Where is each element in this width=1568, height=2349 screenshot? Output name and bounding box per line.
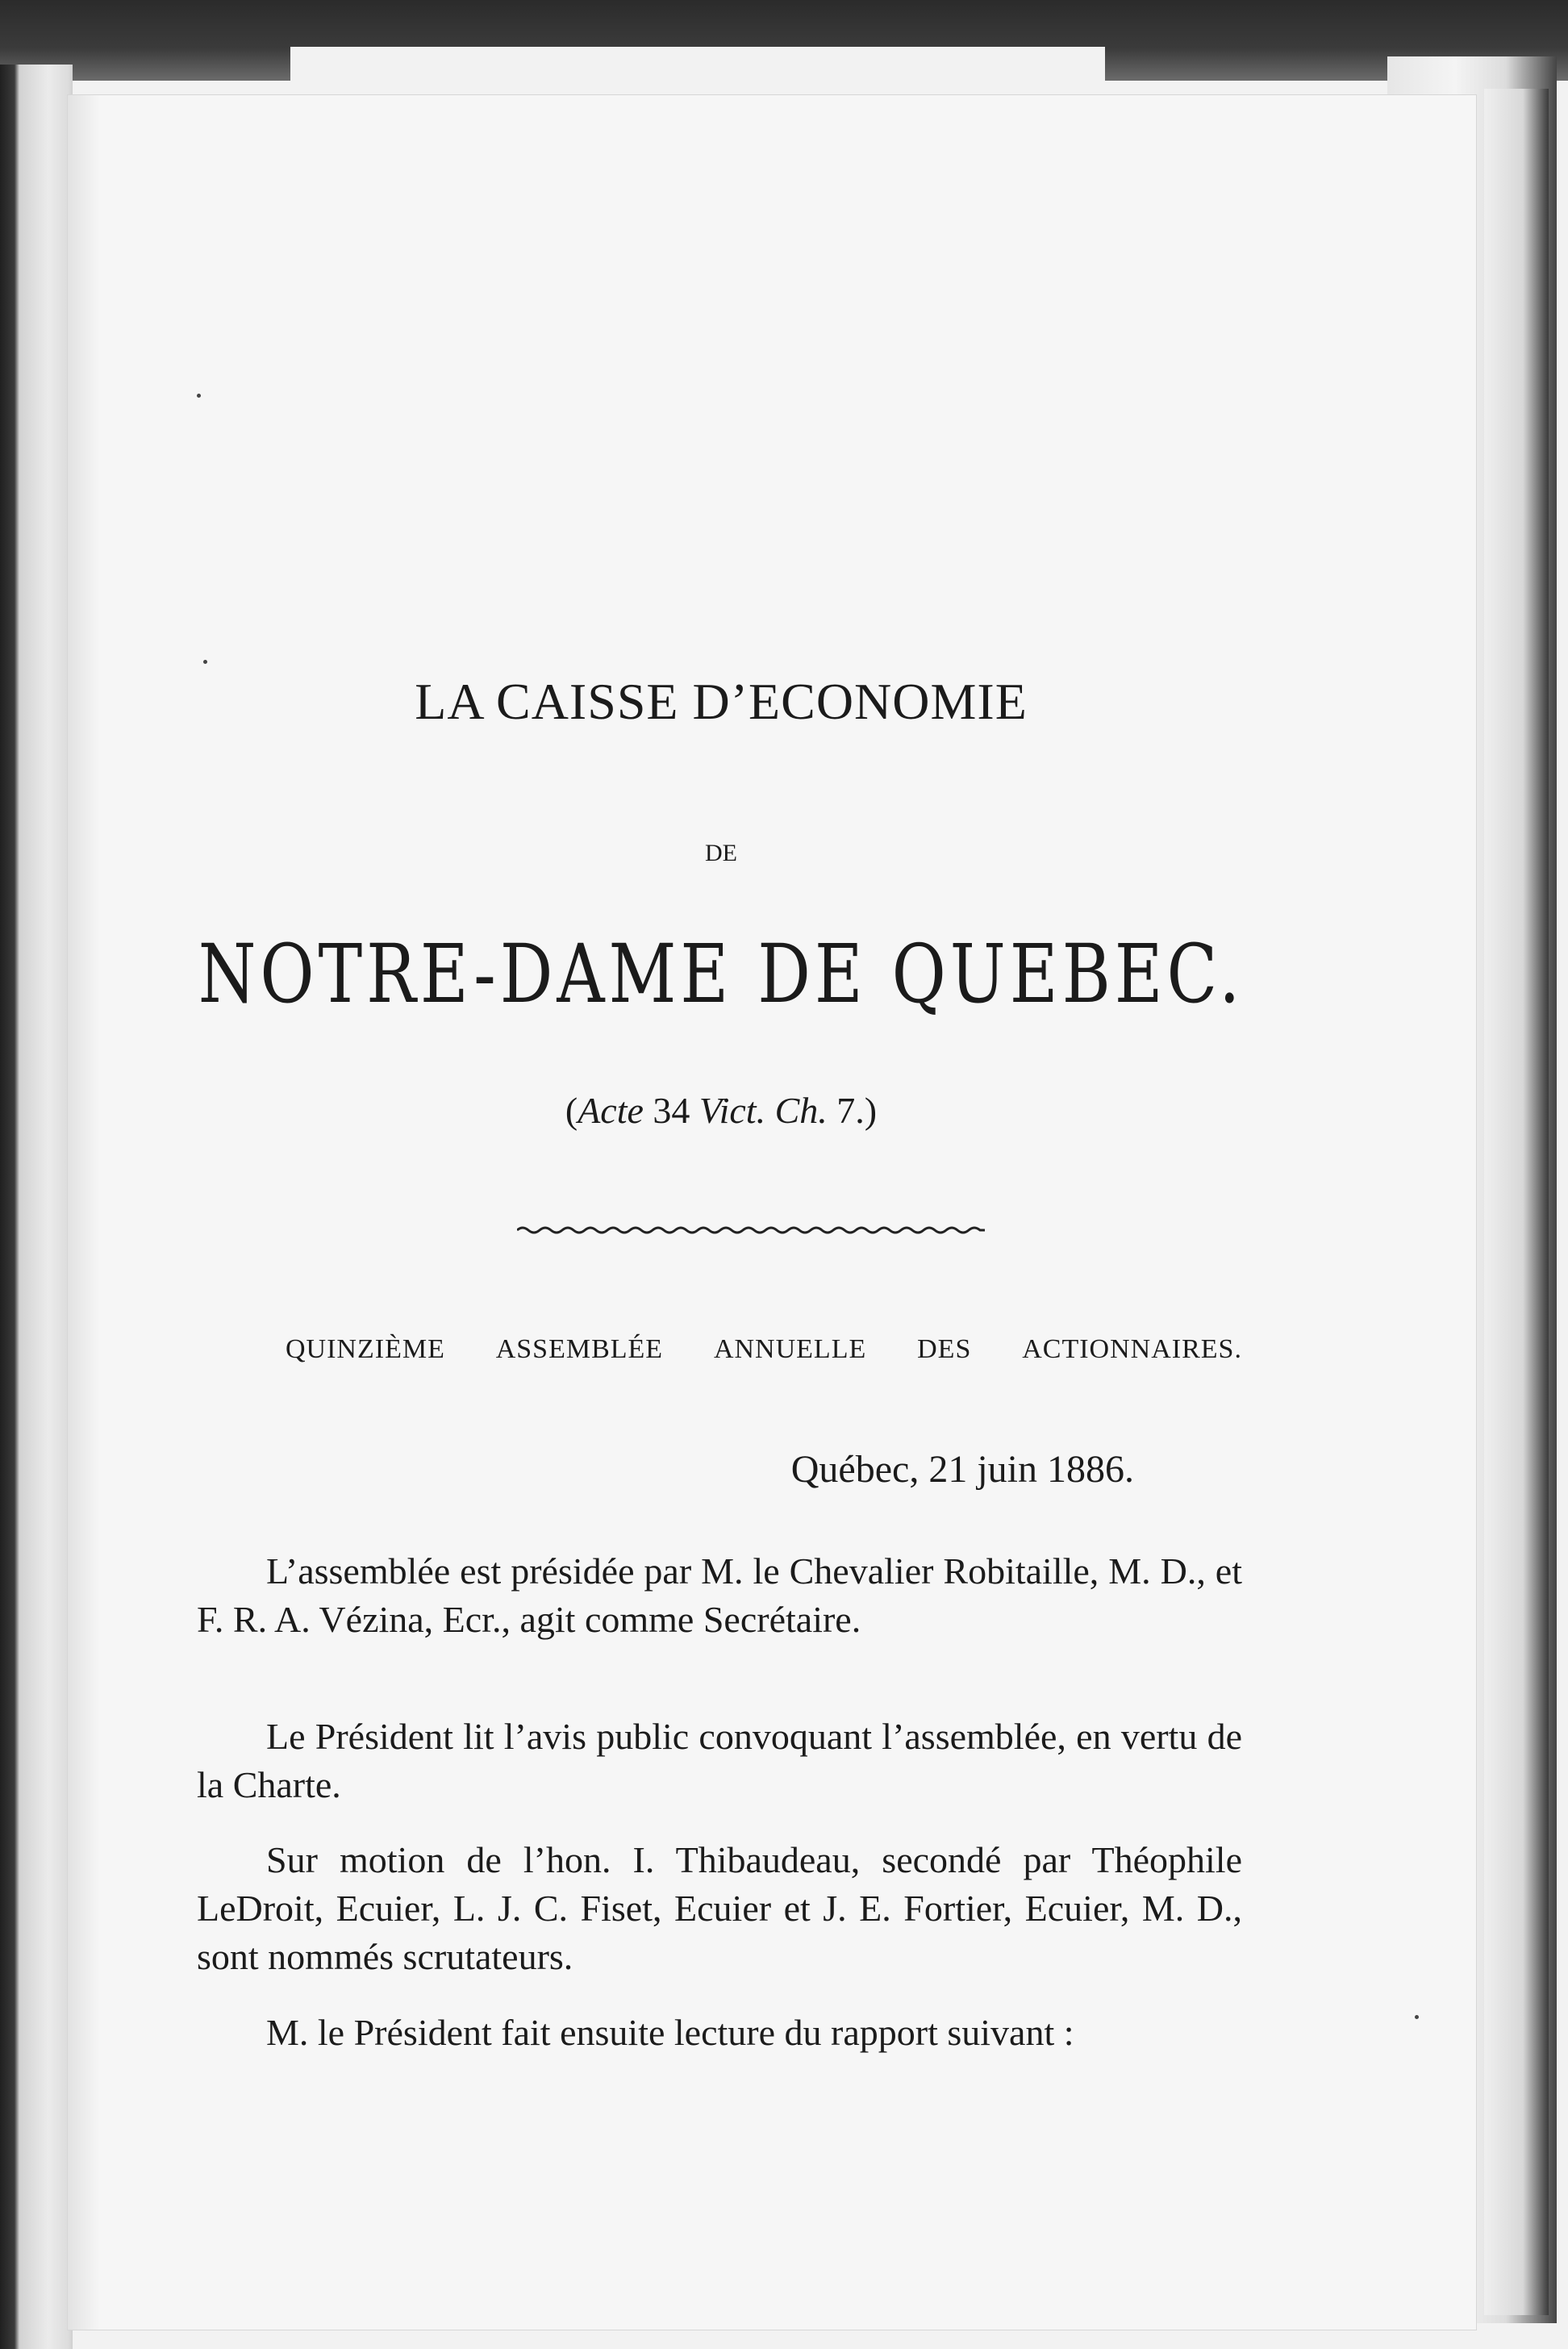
page-content (68, 95, 1476, 2330)
ornamental-rule (517, 1223, 985, 1237)
act-number: 34 (643, 1090, 699, 1131)
heading-word: DES (917, 1334, 972, 1364)
title-line-2: NOTRE-DAME DE QUEBEC. (198, 927, 1245, 1021)
title-connector: DE (705, 840, 737, 866)
act-space (765, 1090, 775, 1131)
heading-word: ASSEMBLÉE (495, 1334, 664, 1364)
paragraph-notice: Le Président lit l’avis public convoquant l’assemblée, en vertu de la Charte. (197, 1716, 1242, 1805)
meeting-heading (286, 1336, 1242, 1363)
scan-speck (203, 660, 207, 664)
paragraph-presidency: L’assemblée est présidée par M. le Chevalier Robitaille, M. D., et F. R. A. Vézina, Ecr., agit comme Secrétaire. (197, 1550, 1242, 1640)
binding-edge (0, 65, 73, 2349)
act-reference (68, 1092, 1374, 1129)
act-open-paren: ( (565, 1090, 578, 1131)
title-line-1: LA CAISSE D’ECONOMIE (415, 673, 1028, 730)
paragraph-report: M. le Président fait ensuite lecture du rapport suivant : (266, 2012, 1074, 2053)
act-word: Acte (578, 1090, 644, 1131)
dateline: Québec, 21 juin 1886. (790, 1448, 1134, 1491)
scan-speck (197, 394, 201, 398)
scan-speck (1415, 2015, 1419, 2019)
act-vict: Vict. (699, 1090, 766, 1131)
heading-word: ANNUELLE (713, 1334, 867, 1364)
act-close: 7.) (827, 1090, 878, 1131)
heading-word: QUINZIÈME (286, 1334, 445, 1364)
act-chapter: Ch. (774, 1090, 828, 1131)
heading-word: ACTIONNAIRES. (1022, 1334, 1242, 1364)
paragraph-scrutineers: Sur motion de l’hon. I. Thibaudeau, secondé par Théophile LeDroit, Ecuier, L. J. C. Fiset, Ecuier et J. E. Fortier, Ecuier, M. D., sont nommés scrutateurs. (197, 1839, 1242, 1977)
document-page (68, 95, 1476, 2330)
underlying-sheet-edge (1484, 89, 1549, 2315)
underlying-sheet-top (290, 47, 1105, 95)
